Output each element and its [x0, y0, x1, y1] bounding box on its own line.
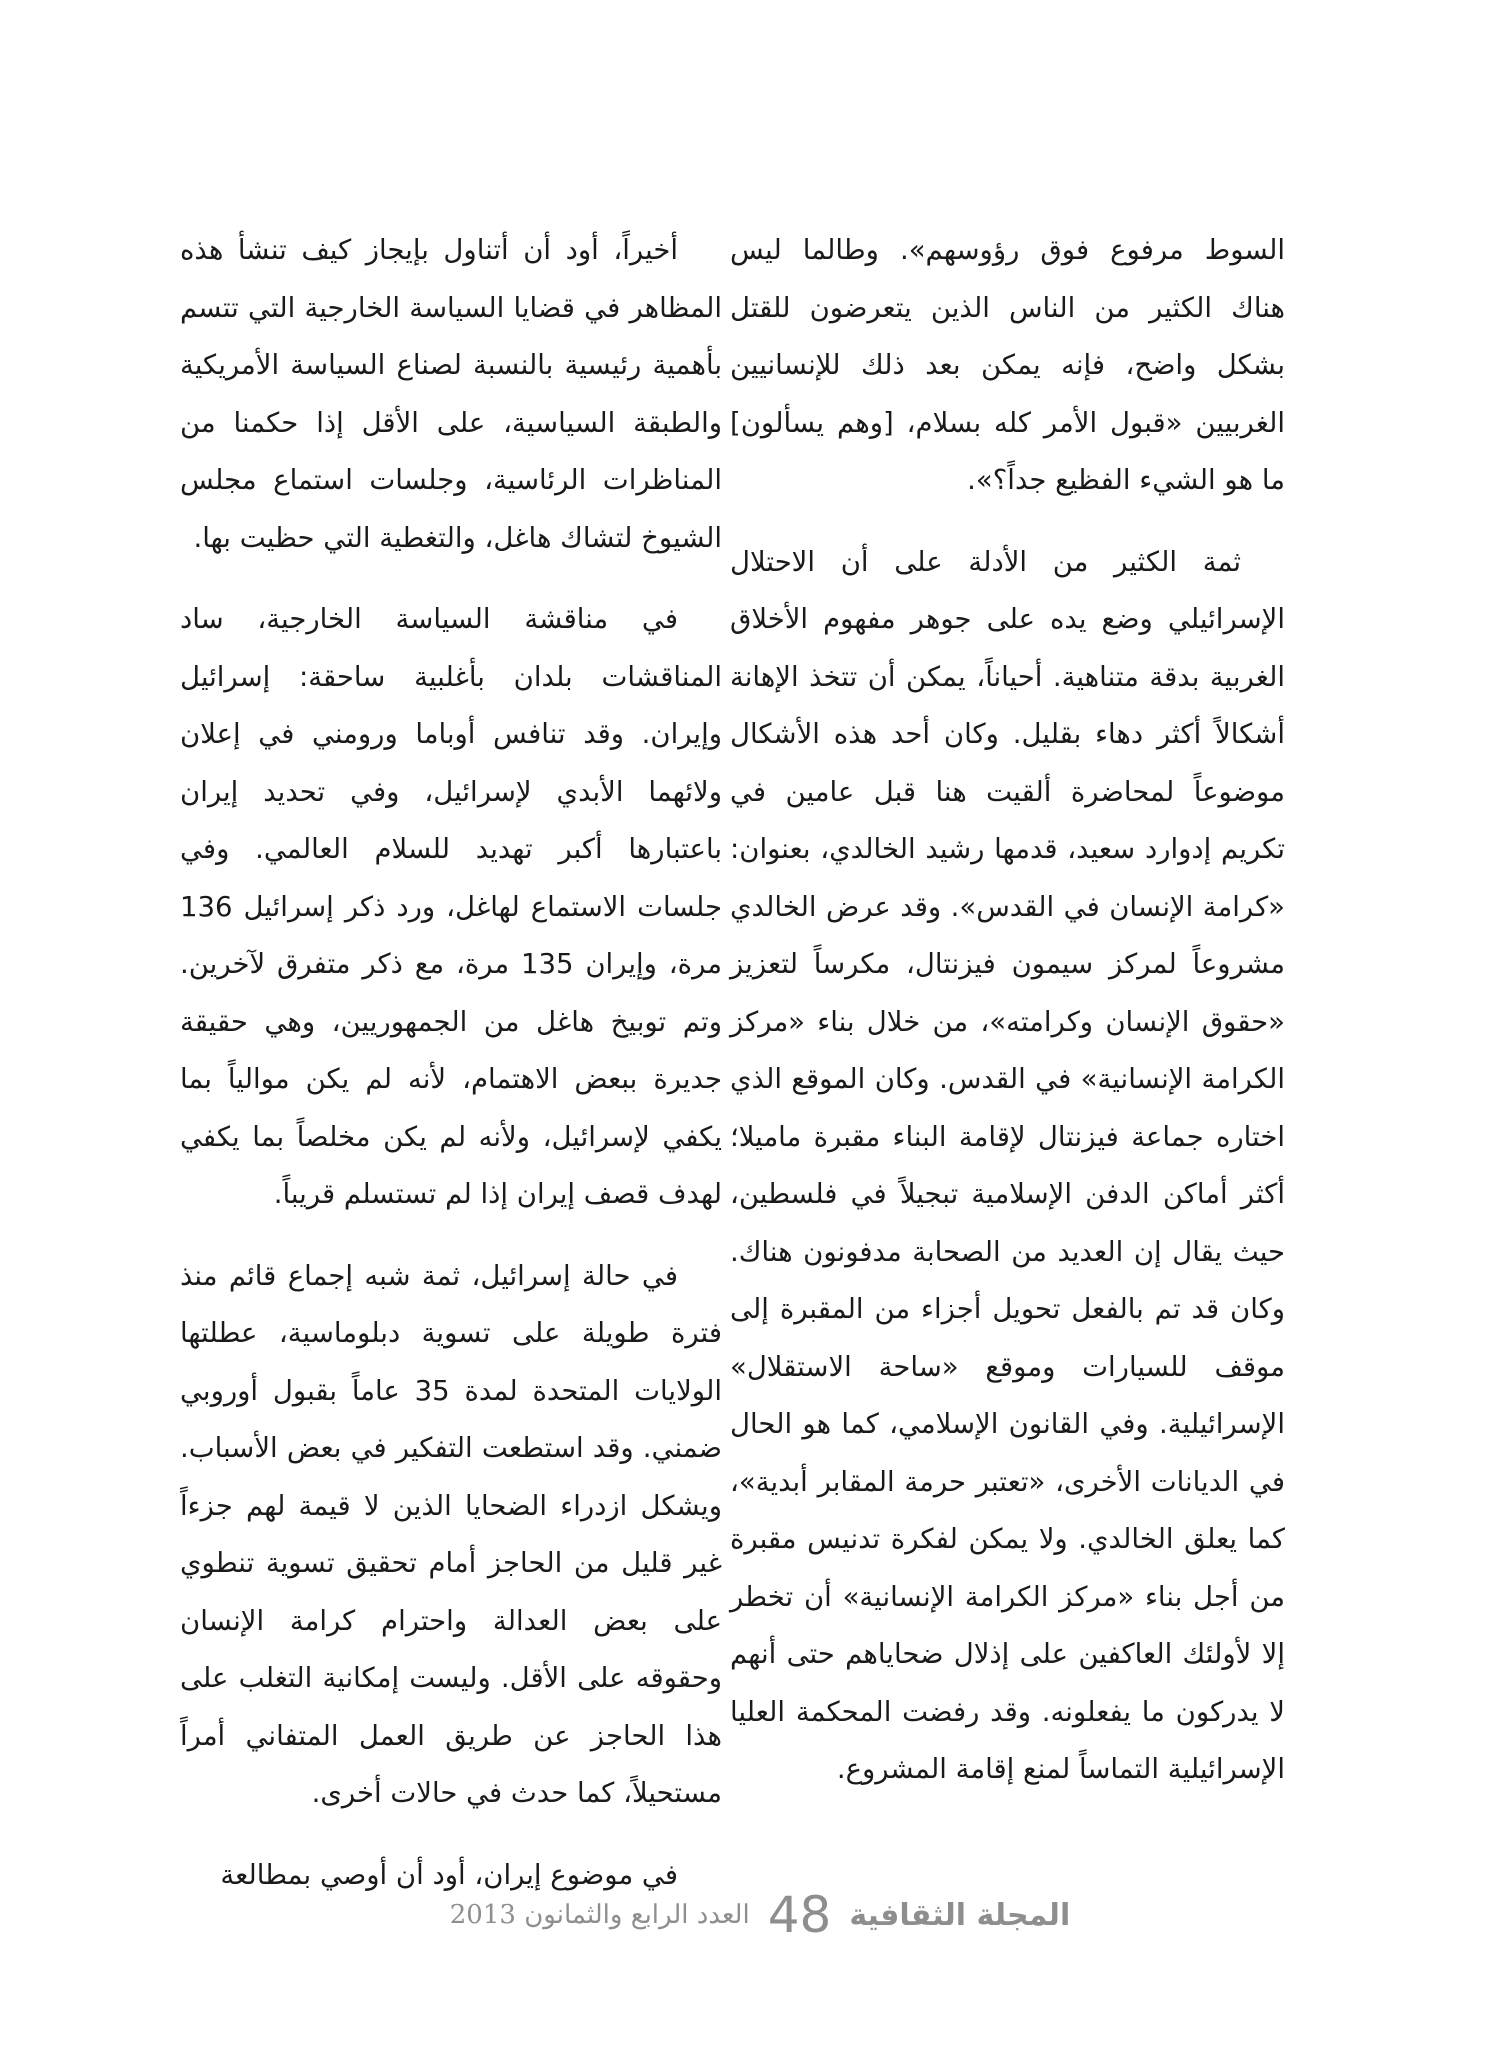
paragraph: السوط مرفوع فوق رؤوسهم». وطالما ليس هناك الكثير من الناس الذين يتعرضون للقتل بشكل واضح، فإنه يمكن بعد ذلك للإنسانيين الغربيين «قبول الأمر كله بسلام، [وهم يسألون] ما هو الشيء الفظيع جداً؟».	[730, 234, 1285, 496]
page-footer	[440, 1885, 1080, 1945]
magazine-name: المجلة الثقافية	[849, 1897, 1071, 1933]
left-text-column	[180, 222, 722, 1928]
page-number: 48	[767, 1886, 832, 1944]
paragraph: في موضوع إيران، أود أن أوصي بمطالعة	[220, 1858, 678, 1891]
right-text-column	[730, 222, 1285, 1823]
paragraph: ثمة الكثير من الأدلة على أن الاحتلال الإسرائيلي وضع يده على جوهر مفهوم الأخلاق الغربية بدقة متناهية. أحياناً، يمكن أن تتخذ الإهانة أشكالاً أكثر دهاء بقليل. وكان أحد هذه الأشكال موضوعاً لمحاضرة ألقيت هنا قبل عامين في تكريم إدوارد سعيد، قدمها رشيد الخالدي، بعنوان: «كرامة الإنسان في القدس». وقد عرض الخالدي مشروعاً لمركز سيمون فيزنتال، مكرساً لتعزيز «حقوق الإنسان وكرامته»، من خلال بناء «مركز الكرامة الإنسانية» في القدس. وكان الموقع الذي اختاره جماعة فيزنتال لإقامة البناء مقبرة ماميلا؛ أكثر أماكن الدفن الإسلامية تبجيلاً في فلسطين، حيث يقال إن العديد من الصحابة مدفونون هناك. وكان قد تم بالفعل تحويل أجزاء من المقبرة إلى موقف للسيارات وموقع «ساحة الاستقلال» الإسرائيلية. وفي القانون الإسلامي، كما هو الحال في الديانات الأخرى، «تعتبر حرمة المقابر أبدية»، كما يعلق الخالدي. ولا يمكن لفكرة تدنيس مقبرة من أجل بناء «مركز الكرامة الإنسانية» أن تخطر إلا لأولئك العاكفين على إذلال ضحاياهم حتى أنهم لا يدركون ما يفعلونه. وقد رفضت المحكمة العليا الإسرائيلية التماساً لمنع إقامة المشروع.	[730, 545, 1285, 1785]
paragraph: أخيراً، أود أن أتناول بإيجاز كيف تنشأ هذه المظاهر في قضايا السياسة الخارجية التي تتسم بأهمية رئيسية بالنسبة لصناع السياسة الأمريكية والطبقة السياسية، على الأقل إذا حكمنا من المناظرات الرئاسية، وجلسات استماع مجلس الشيوخ لتشاك هاغل، والتغطية التي حظيت بها.	[180, 234, 722, 554]
paragraph: في حالة إسرائيل، ثمة شبه إجماع قائم منذ فترة طويلة على تسوية دبلوماسية، عطلتها الولايات المتحدة لمدة 35 عاماً بقبول أوروبي ضمني. وقد استطعت التفكير في بعض الأسباب. ويشكل ازدراء الضحايا الذين لا قيمة لهم جزءاً غير قليل من الحاجز أمام تحقيق تسوية تنطوي على بعض العدالة واحترام كرامة الإنسان وحقوقه على الأقل. وليست إمكانية التغلب على هذا الحاجز عن طريق العمل المتفاني أمراً مستحيلاً، كما حدث في حالات أخرى.	[180, 1259, 722, 1809]
issue-label: العدد الرابع والثمانون 2013	[449, 1900, 750, 1930]
paragraph: في مناقشة السياسة الخارجية، ساد المناقشات بلدان بأغلبية ساحقة: إسرائيل وإيران. وقد تنافس أوباما ورومني في إعلان ولائهما الأبدي لإسرائيل، وفي تحديد إيران باعتبارها أكبر تهديد للسلام العالمي. وفي جلسات الاستماع لهاغل، ورد ذكر إسرائيل 136 مرة، وإيران 135 مرة، مع ذكر متفرق لآخرين. وتم توبيخ هاغل من الجمهوريين، وهي حقيقة جديرة ببعض الاهتمام، لأنه لم يكن موالياً بما يكفي لإسرائيل، ولأنه لم يكن مخلصاً بما يكفي لهدف قصف إيران إذا لم تستسلم قريباً.	[180, 603, 722, 1210]
